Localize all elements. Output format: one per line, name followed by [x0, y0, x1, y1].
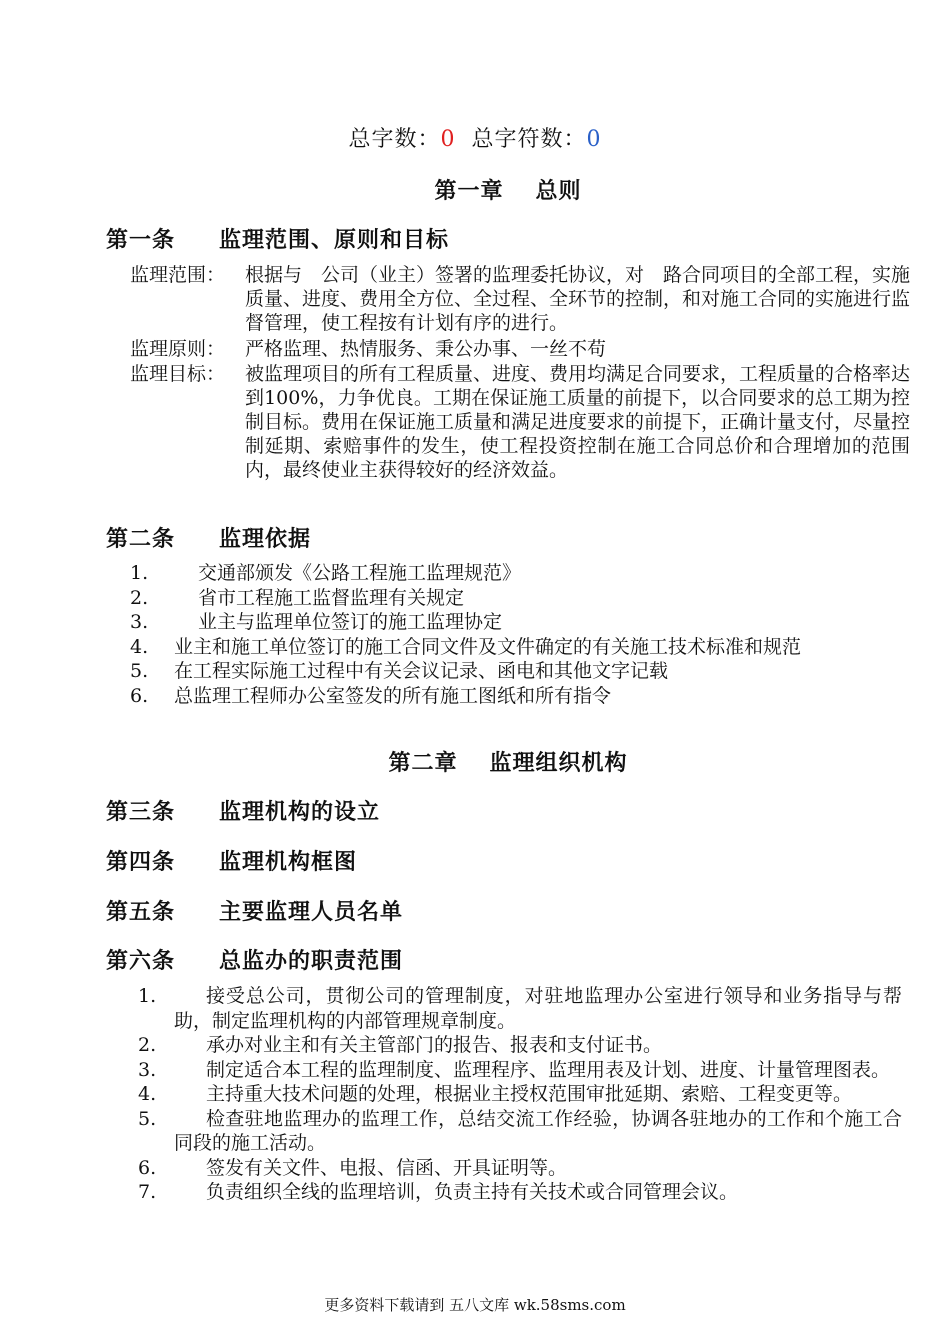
list-item — [138, 1058, 902, 1083]
list-item-text: 检查驻地监理办的监理工作，总结交流工作经验，协调各驻地办的工作和个施工合同段的施工活动。 — [174, 1107, 902, 1154]
char-count-value: 0 — [586, 127, 602, 152]
article-1-title: 监理范围、原则和目标 — [219, 227, 450, 253]
article-5-title: 主要监理人员名单 — [219, 899, 404, 925]
list-item-text: 接受总公司，贯彻公司的管理制度，对驻地监理办公室进行领导和业务指导与帮助，制定监理机构的内部管理规章制度。 — [174, 985, 902, 1032]
list-item-number: 1. — [138, 985, 157, 1007]
article-5-heading — [106, 895, 403, 926]
article-2-number: 第二条 — [106, 526, 176, 552]
chapter-1-heading — [0, 174, 950, 205]
list-item-number: 5. — [138, 1107, 157, 1130]
principle-text: 严格监理、热情服务、秉公办事、一丝不苟 — [245, 338, 607, 360]
list-item — [130, 610, 910, 635]
article-3-heading — [106, 795, 380, 826]
principle-label: 监理原则： — [130, 338, 226, 360]
article-6-title: 总监办的职责范围 — [219, 948, 404, 974]
list-item-number: 2. — [130, 586, 149, 609]
chapter-1-number: 第一章 — [434, 178, 504, 204]
list-item — [130, 659, 910, 684]
article-2-title: 监理依据 — [219, 526, 312, 552]
list-item-number: 1. — [130, 562, 149, 584]
scope-label: 监理范围： — [130, 264, 226, 286]
article-5-number: 第五条 — [106, 899, 176, 925]
word-count-label: 总字数： — [348, 127, 441, 152]
list-item-number: 5. — [130, 660, 149, 682]
list-item — [138, 1156, 902, 1181]
article-4-title: 监理机构框图 — [219, 849, 358, 875]
list-item-text: 业主与监理单位签订的施工监理协定 — [198, 611, 503, 633]
supervision-scope — [130, 263, 910, 335]
chapter-2-title: 监理组织机构 — [489, 750, 628, 776]
list-item-number: 2. — [138, 1034, 157, 1056]
article-1-number: 第一条 — [106, 227, 176, 253]
list-item — [130, 561, 910, 586]
chapter-2-heading — [0, 746, 950, 777]
list-item-number: 4. — [138, 1083, 157, 1105]
article-3-title: 监理机构的设立 — [219, 799, 381, 825]
list-item — [138, 1107, 902, 1156]
article-4-number: 第四条 — [106, 849, 176, 875]
list-item-text: 业主和施工单位签订的施工合同文件及文件确定的有关施工技术标准和规范 — [174, 635, 802, 658]
footer-download-link[interactable]: 更多资料下载请到 五八文库 wk.58sms.com — [324, 1296, 626, 1314]
list-item — [138, 984, 902, 1033]
list-item-text: 负责组织全线的监理培训，负责主持有关技术或合同管理会议。 — [206, 1181, 739, 1203]
article-1-heading — [106, 223, 449, 254]
scope-text: 根据与 公司（业主）签署的监理委托协议，对 路合同项目的全部工程，实施质量、进度、费用全方位、全过程、全环节的控制，和对施工合同的实施进行监督管理，使工程按有计划有序的进行。 — [245, 264, 911, 334]
list-item — [138, 1082, 902, 1107]
article-6-number: 第六条 — [106, 948, 176, 974]
list-item-text: 承办对业主和有关主管部门的报告、报表和支付证书。 — [206, 1034, 663, 1056]
word-count-line — [0, 122, 950, 153]
list-item-number: 7. — [138, 1181, 157, 1203]
list-item-text: 省市工程施工监督监理有关规定 — [198, 586, 465, 609]
supervision-goal — [130, 362, 910, 482]
article-4-heading — [106, 845, 357, 876]
list-item-text: 主持重大技术问题的处理，根据业主授权范围审批延期、索赔、工程变更等。 — [206, 1083, 853, 1105]
list-item-text: 总监理工程师办公室签发的所有施工图纸和所有指令 — [174, 684, 612, 707]
article-3-number: 第三条 — [106, 799, 176, 825]
list-item-text: 在工程实际施工过程中有关会议记录、函电和其他文字记载 — [174, 660, 669, 682]
goal-text: 被监理项目的所有工程质量、进度、费用均满足合同要求，工程质量的合格率达到100%，力争优良。工期在保证施工质量的前提下，以合同要求的总工期为控制目标。费用在保证施工质量和满足进度要求的前提下，正确计量支付，尽量控制延期、索赔事件的发生，使工程投资控制在施工合同总价和合理增加的范围内，最终使业主获得较好的经济效益。 — [245, 363, 911, 481]
list-item — [138, 1033, 902, 1058]
article-2-heading — [106, 522, 311, 553]
list-item-text: 签发有关文件、电报、信函、开具证明等。 — [206, 1156, 568, 1179]
list-item-number: 6. — [130, 684, 149, 707]
chapter-2-number: 第二章 — [388, 750, 458, 776]
list-item-text: 交通部颁发《公路工程施工监理规范》 — [198, 562, 522, 584]
list-item — [130, 635, 910, 660]
list-item-number: 4. — [130, 635, 149, 658]
duties-list — [138, 984, 902, 1205]
char-count-label: 总字符数： — [471, 127, 587, 152]
list-item-number: 3. — [138, 1058, 157, 1081]
list-item — [130, 684, 910, 709]
list-item — [138, 1180, 902, 1205]
basis-list — [130, 561, 910, 708]
supervision-principle — [130, 337, 910, 361]
list-item — [130, 586, 910, 611]
article-6-heading — [106, 944, 403, 975]
list-item-number: 6. — [138, 1156, 157, 1179]
goal-label: 监理目标： — [130, 363, 226, 385]
list-item-text: 制定适合本工程的监理制度、监理程序、监理用表及计划、进度、计量管理图表。 — [206, 1058, 891, 1081]
word-count-value: 0 — [440, 127, 456, 152]
chapter-1-title: 总则 — [535, 178, 582, 204]
list-item-number: 3. — [130, 611, 149, 633]
